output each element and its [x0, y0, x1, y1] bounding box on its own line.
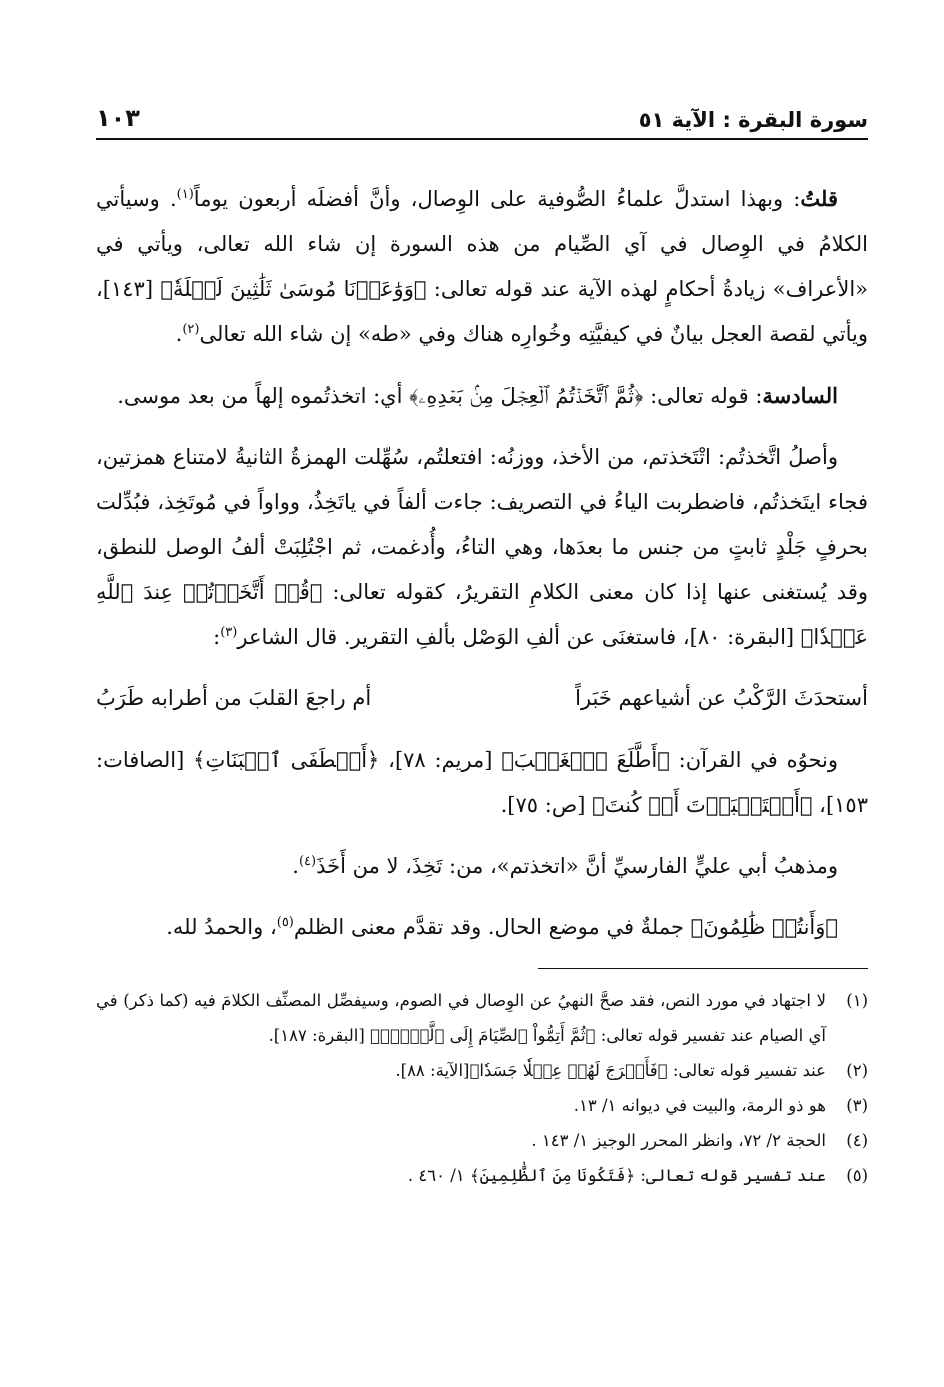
page-header — [96, 82, 868, 140]
paragraph-text: : وبهذا استدلَّ علماءُ الصُّوفية على الوِصال، وأنَّ أفضلَه أربعون يوماً — [193, 187, 801, 211]
poem-first-hemistich: أستحدَثَ الرَّكْبُ عن أشياعهم خَبَراً — [575, 686, 868, 710]
footnote-text: عند تفسير قوله تعالى: ﴿فَتَكُونَا مِنَ ٱلظَّٰلِمِينَ﴾ ١/ ٤٦٠ . — [407, 1166, 826, 1185]
paragraph-sixth — [96, 373, 868, 419]
footnote-text: لا اجتهاد في مورد النص، فقد صحَّ النهيُ عن الوِصال في الصوم، وسيفصِّل المصنِّف الكلامَ فيه (كما ذكر) في آي الصيام عند تفسير قوله تعالى: ﴿ثُمَّ أَتِمُّواْ ٱلصِّيَامَ إِلَى ٱلَّيۡلِۚ﴾ [البقرة: ١٨٧]. — [96, 991, 826, 1045]
paragraph-text-continued: . وسيأتي الكلامُ في الوِصال في آي الصِّيام من هذه السورة إن شاء الله تعالى، ويأتي في «الأعراف» زيادةُ أحكامٍ لهذه الآية عند قوله تعالى: ﴿وَوَٰعَدۡنَا مُوسَىٰ ثَلَٰثِينَ لَيۡلَةٗ﴾ [١٤٣]، ويأتي لقصة العجل بيانٌ في كيفيَّتِه وخُوارِه هناك وفي «طه» إن شاء الله تعالى — [96, 187, 868, 346]
paragraph-text: : قوله تعالى: ﴿ثُمَّ ٱتَّخَذۡتُمُ ٱلۡعِجۡلَ مِنۢ بَعۡدِهِۦ﴾ أي: اتخذتُموه إلهاً من بعد موسى. — [117, 384, 763, 408]
footnote — [96, 1123, 868, 1158]
paragraph-end: . — [292, 854, 299, 878]
main-text — [96, 176, 868, 950]
paragraph-text: ونحوُه في القرآن: ﴿أَطَّلَعَ ٱلۡغَيۡبَ﴾ [مريم: ٧٨]، ﴿أَصۡطَفَى ٱلۡبَنَاتِ﴾ [الصافات: ١٥٣]، ﴿أَسۡتَكۡبَرۡتَ أَمۡ كُنتَ﴾ [ص: ٧٥]. — [96, 748, 868, 817]
footnote-marker: (٣) — [220, 625, 238, 640]
footnote-text: الحجة ٢/ ٧٢، وانظر المحرر الوجيز ١/ ١٤٣ . — [531, 1131, 826, 1150]
footnote — [96, 983, 868, 1053]
paragraph-quran-examples — [96, 738, 868, 828]
paragraph-text: ومذهبُ أبي عليٍّ الفارسيِّ أنَّ «اتخذتم»، من: تَخِذَ، لا من أَخَذَ — [316, 854, 838, 878]
footnote-marker: (٢) — [182, 322, 200, 337]
book-page — [96, 82, 868, 1193]
paragraph-end: : — [213, 625, 221, 649]
footnote-number: (١) — [846, 991, 868, 1010]
footnote-number: (٣) — [846, 1096, 868, 1115]
footnote-divider — [538, 968, 868, 969]
paragraph-text: وأصلُ اتَّخذتُم: اتْتَخذتم، من الأخذ، ووزنُه: افتعلتُم، سُهِّلت الهمزةُ الثانيةُ لامتناع همزتين، فجاء ايتَخذتُم، فاضطربت الياءُ في التصريف: جاءت ألفاً في ياتَخِذُ، وواواً في مُوتَخِذ، فبُدِّلت بحرفٍ جَلْدٍ ثابتٍ من جنس ما بعدَها، وهي التاءُ، وأُدغمت، ثم اجْتُلِبَتْ ألفُ الوصل للنطق، وقد يُستغنى عنها إذا كان معنى الكلامِ التقريرُ، كقوله تعالى: ﴿قُلۡ أَتَّخَذۡتُمۡ عِندَ ٱللَّهِ عَهۡدٗا﴾ [البقرة: ٨٠]، فاستغنَى عن ألفِ الوَصْل بألفِ التقرير. قال الشاعر — [96, 445, 868, 649]
footnote-marker: (٥) — [276, 915, 294, 930]
footnote-number: (٤) — [846, 1131, 868, 1150]
running-title: سورة البقرة : الآية ٥١ — [638, 108, 868, 132]
footnote — [96, 1158, 868, 1193]
footnote-marker: (٤) — [298, 854, 317, 869]
paragraph-lead: قلتُ — [800, 186, 839, 211]
paragraph-farisi — [96, 844, 868, 889]
footnote-number: (٥) — [846, 1166, 868, 1185]
footnotes — [96, 983, 868, 1193]
footnote — [96, 1088, 868, 1123]
paragraph-etymology — [96, 435, 868, 660]
footnote-marker: (١) — [176, 187, 194, 202]
paragraph-hal — [96, 905, 868, 950]
paragraph-lead: السادسة — [762, 383, 838, 408]
footnote-text: هو ذو الرمة، والبيت في ديوانه ١/ ١٣. — [573, 1096, 826, 1115]
paragraph-end: ، والحمدُ لله. — [166, 915, 277, 939]
paragraph-text: ﴿وَأَنتُمۡ ظَٰلِمُونَ﴾ جملةٌ في موضع الحال. وقد تقدَّم معنى الظلم — [293, 915, 838, 939]
paragraph-qultu — [96, 176, 868, 357]
footnote-text: عند تفسير قوله تعالى: ﴿فَأَخۡرَجَ لَهُمۡ عِجۡلٗا جَسَدٗا﴾[الآية: ٨٨]. — [395, 1061, 826, 1080]
footnote-number: (٢) — [846, 1061, 868, 1080]
page-number: ١٠٣ — [96, 104, 140, 132]
poem-verse — [96, 676, 868, 720]
paragraph-end: . — [175, 322, 183, 346]
poem-second-hemistich: أم راجعَ القلبَ من أطرابه طَرَبُ — [96, 686, 372, 710]
footnote — [96, 1053, 868, 1088]
